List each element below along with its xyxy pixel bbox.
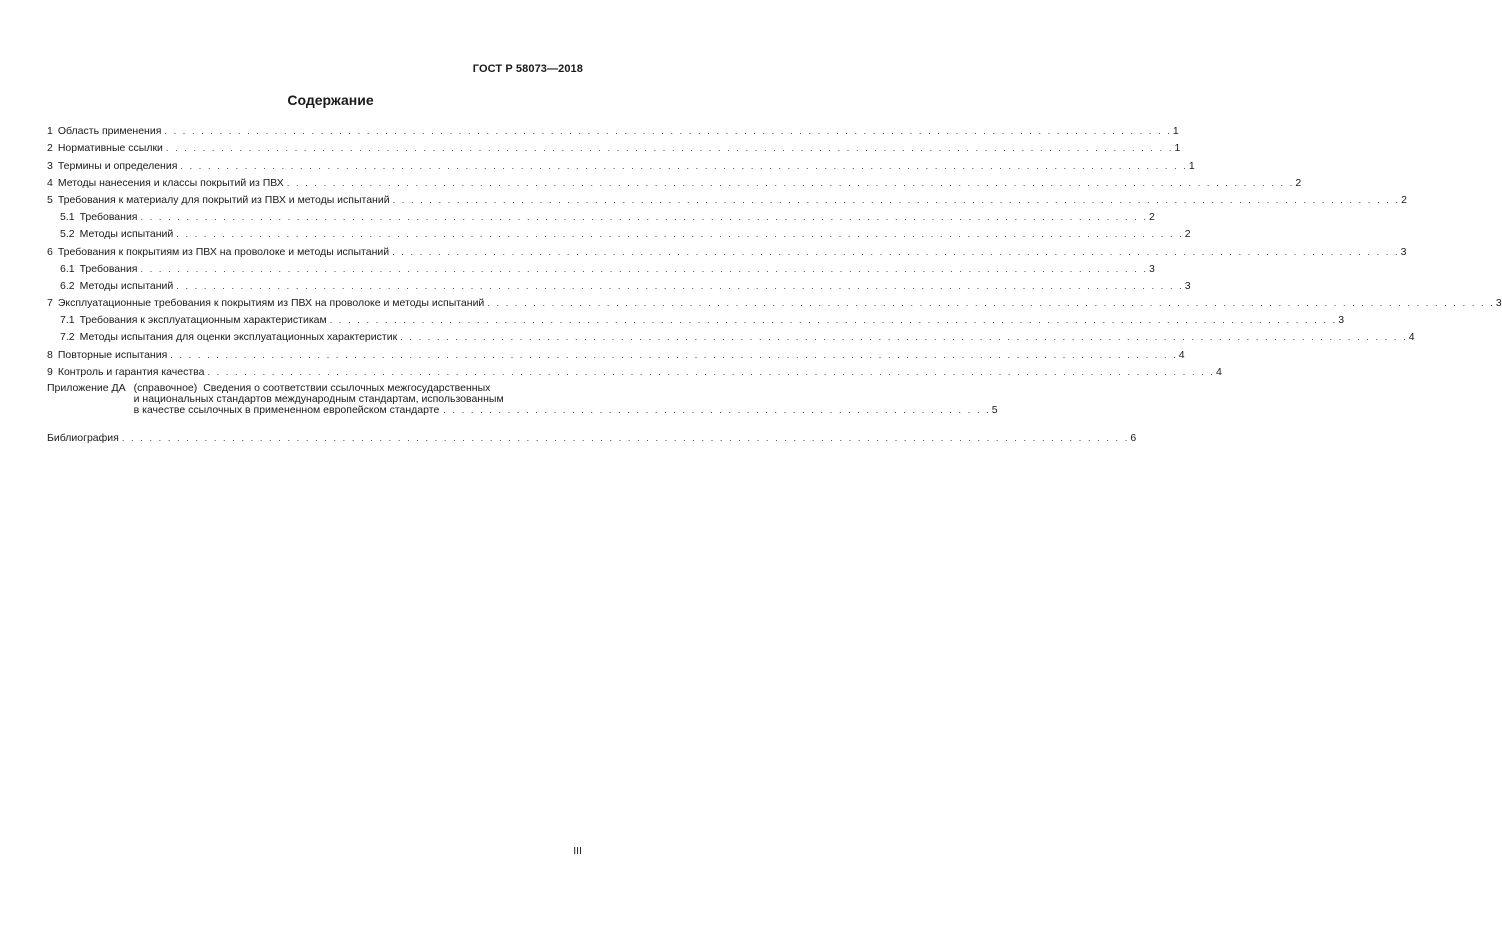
dot-leader [166, 142, 1174, 154]
appendix-title-line-1: Сведения о соответствии ссылочных межгосударственных [203, 381, 491, 394]
dot-leader [164, 125, 1172, 137]
toc-text: Методы нанесения и классы покрытий из ПВХ [57, 176, 284, 189]
toc-number: 9 [47, 365, 53, 378]
toc-page: 4 [1408, 331, 1415, 344]
toc-entry-8[interactable] [47, 343, 1185, 361]
dot-leader [487, 297, 1495, 309]
toc-text: Эксплуатационные требования к покрытиям из ПВХ на проволоке и методы испытаний [57, 297, 485, 310]
toc-entry-1[interactable] [47, 120, 1179, 138]
toc-entry-bibliography[interactable] [47, 427, 1137, 444]
toc-number: 3 [47, 159, 53, 172]
toc-entry-7[interactable] [47, 292, 1502, 310]
toc-entry-9[interactable] [47, 361, 1222, 378]
toc-entry-6[interactable] [47, 240, 1407, 258]
document-id: ГОСТ Р 58073—2018 [472, 63, 583, 75]
toc-text: Методы испытаний [79, 279, 174, 292]
dot-leader [207, 366, 1215, 378]
toc-entry-4[interactable] [47, 172, 1302, 189]
dot-leader [180, 160, 1188, 172]
toc-page: 3 [1149, 262, 1155, 275]
dot-leader [392, 246, 1400, 258]
toc-entry-5-1[interactable] [47, 206, 1155, 224]
toc-page: 3 [1184, 279, 1191, 292]
toc-number: 4 [47, 176, 53, 189]
toc-text: Повторные испытания [57, 348, 168, 361]
appendix-type: (справочное) [133, 381, 198, 394]
toc-number: 6.2 [60, 279, 75, 292]
appendix-title-line-2: и национальных стандартов международным стандартам, использованным [133, 393, 504, 406]
toc-number: 8 [47, 348, 53, 361]
dot-leader [393, 194, 1401, 206]
toc-entry-appendix[interactable] [47, 378, 998, 427]
toc-number: 5 [47, 193, 53, 206]
toc-text: Библиография [47, 432, 119, 444]
toc-entry-5[interactable] [47, 189, 1407, 206]
toc-text: Требования к материалу для покрытий из ПВХ и методы испытаний [57, 193, 390, 206]
dot-leader [176, 280, 1184, 292]
dot-leader [176, 228, 1184, 240]
appendix-label: Приложение ДА [47, 381, 126, 394]
dot-leader [170, 349, 1178, 361]
table-of-contents [47, 120, 1502, 444]
toc-page: 4 [1215, 365, 1222, 378]
page-number: III [573, 845, 582, 857]
toc-entry-5-2[interactable] [47, 223, 1191, 241]
toc-page: 5 [991, 404, 998, 417]
toc-page: 2 [1401, 193, 1407, 206]
toc-page: 1 [1188, 159, 1195, 172]
toc-entry-6-2[interactable] [47, 275, 1191, 292]
toc-text: Требования [79, 211, 138, 224]
toc-page: 3 [1338, 314, 1345, 327]
toc-number: 1 [47, 125, 53, 138]
toc-number: 6.1 [60, 262, 75, 275]
appendix-title-line-3: в качестве ссылочных в примененном европейском стандарте [133, 404, 440, 417]
toc-page: 6 [1130, 432, 1137, 444]
page-title: Содержание [287, 92, 374, 108]
toc-page: 1 [1174, 142, 1181, 155]
toc-number: 5.1 [60, 211, 75, 224]
dot-leader [141, 263, 1149, 275]
toc-entry-2[interactable] [47, 137, 1181, 155]
toc-text: Термины и определения [57, 159, 178, 172]
toc-text: Область применения [57, 125, 162, 138]
appendix-body [134, 382, 998, 427]
toc-page: 2 [1295, 176, 1302, 189]
toc-page: 3 [1400, 245, 1407, 258]
dot-leader [287, 177, 1295, 189]
appendix-line-3 [134, 405, 998, 417]
toc-text: Требования к покрытиям из ПВХ на проволоке и методы испытаний [57, 245, 390, 258]
toc-page: 4 [1178, 348, 1185, 361]
toc-number: 7.2 [60, 331, 75, 344]
toc-page: 1 [1172, 125, 1179, 138]
toc-entry-6-1[interactable] [47, 258, 1155, 275]
dot-leader [122, 432, 1130, 444]
dot-leader [141, 211, 1149, 223]
toc-entry-7-1[interactable] [47, 309, 1345, 327]
dot-leader [330, 314, 1338, 326]
toc-page: 3 [1495, 297, 1502, 310]
toc-number: 2 [47, 142, 53, 155]
toc-text: Методы испытаний [79, 228, 174, 241]
toc-page: 2 [1149, 211, 1155, 224]
toc-number: 7.1 [60, 314, 75, 327]
toc-text: Требования к эксплуатационным характеристикам [79, 314, 327, 327]
toc-text: Нормативные ссылки [57, 142, 163, 155]
toc-number: 7 [47, 297, 53, 310]
toc-page: 2 [1184, 228, 1191, 241]
toc-entry-7-2[interactable] [47, 326, 1415, 344]
toc-text: Методы испытания для оценки эксплуатационных характеристик [79, 331, 398, 344]
toc-text: Требования [79, 262, 138, 275]
toc-number: 6 [47, 245, 53, 258]
dot-leader: . . . . . . . . . . . . . . . . . . . . . . . . . . . . . . . . . . . . . . . . . . . . . . . . . . . . . . . . . . . . [443, 405, 991, 416]
toc-entry-3[interactable] [47, 154, 1195, 172]
toc-number: 5.2 [60, 228, 75, 241]
toc-text: Контроль и гарантия качества [57, 365, 205, 378]
dot-leader [400, 331, 1408, 343]
appendix-line-1 [134, 382, 998, 394]
